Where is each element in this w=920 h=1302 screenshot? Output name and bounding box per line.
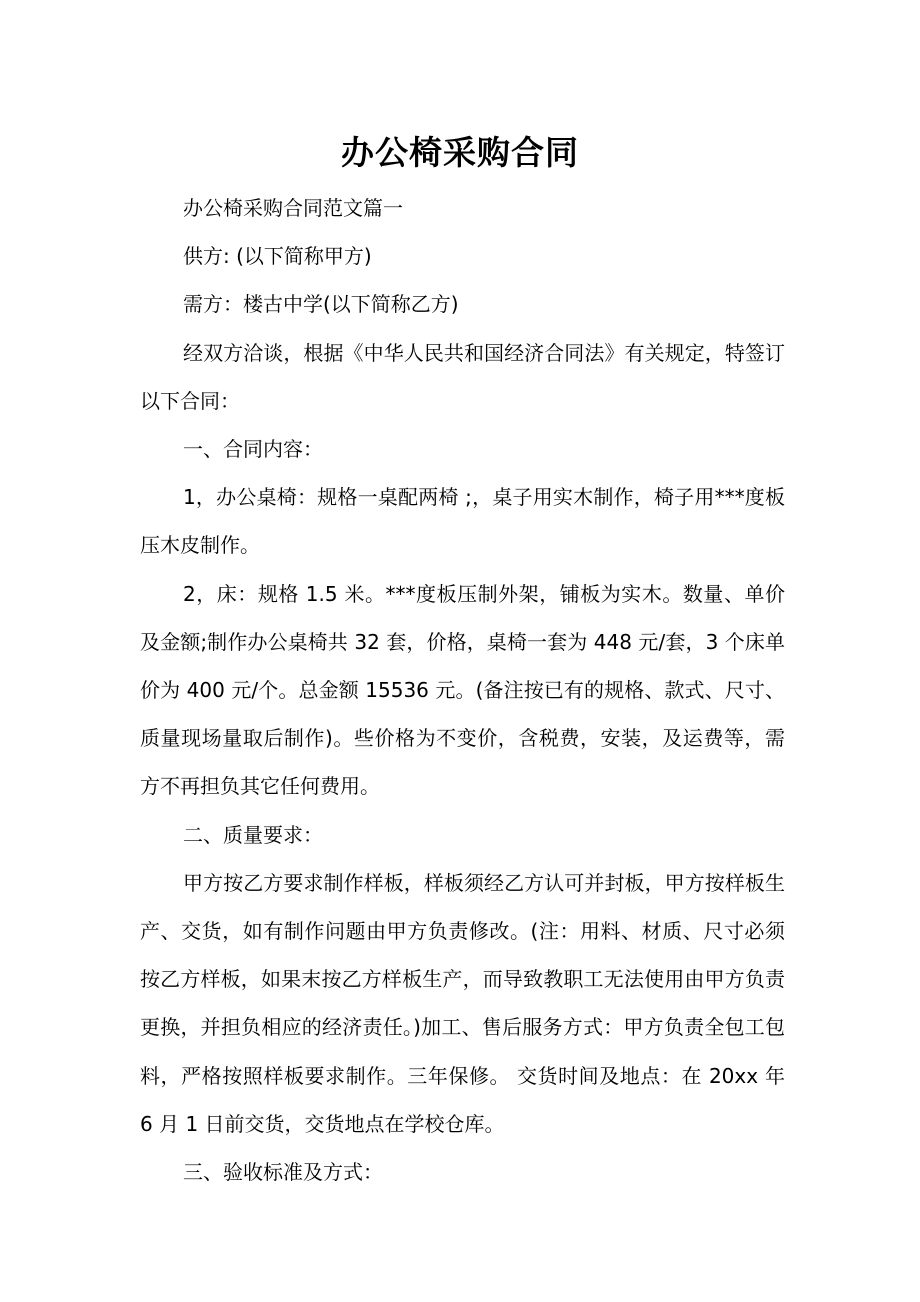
paragraph-subtitle: 办公椅采购合同范文篇一 [183, 196, 403, 220]
paragraph-supplier: 供方: (以下简称甲方) [183, 244, 372, 269]
paragraph-quality-terms: 甲方按乙方要求制作样板，样板须经乙方认可并封板，甲方按样板生产、交货，如有制作问题由甲方负责修改。(注：用料、材质、尺寸必须按乙方样板，如果末按乙方样板生产，而导致教职工无法使用由甲方负责更换，并担负相应的经济责任。)加工、售后服务方式：甲方负责全包工包料，严格按照样板要求制作。三年保修。 交货时间及地点：在 20xx 年 6 月 1 日前交货，交货地点在学校仓库。 [140, 870, 785, 1136]
document-title: 办公椅采购合同 [341, 133, 579, 172]
section-heading-acceptance: 三、验收标准及方式： [183, 1160, 383, 1185]
paragraph-item-beds-pricing: 2，床：规格 1.5 米。***度板压制外架，铺板为实木。数量、单价及金额;制作办公桌椅共 32 套，价格，桌椅一套为 448 元/套，3 个床单价为 400 元/个。总金额 15536 元。(备注按已有的规格、款式、尺寸、质量现场量取后制作)。些价格为不变价，含税费，安装，及运费等，需方不再担负其它任何费用。 [140, 581, 785, 799]
document-body [140, 184, 785, 1196]
section-heading-contract-content: 一、合同内容： [183, 437, 323, 462]
paragraph-preamble: 经双方洽谈，根据《中华人民共和国经济合同法》有关规定，特签订以下合同： [140, 340, 785, 413]
paragraph-buyer: 需方：楼古中学(以下简称乙方) [183, 292, 459, 317]
paragraph-item-desks-chairs: 1，办公桌椅：规格一桌配两椅 ;，桌子用实木制作，椅子用***度板压木皮制作。 [140, 485, 785, 558]
section-heading-quality: 二、质量要求： [183, 822, 323, 847]
